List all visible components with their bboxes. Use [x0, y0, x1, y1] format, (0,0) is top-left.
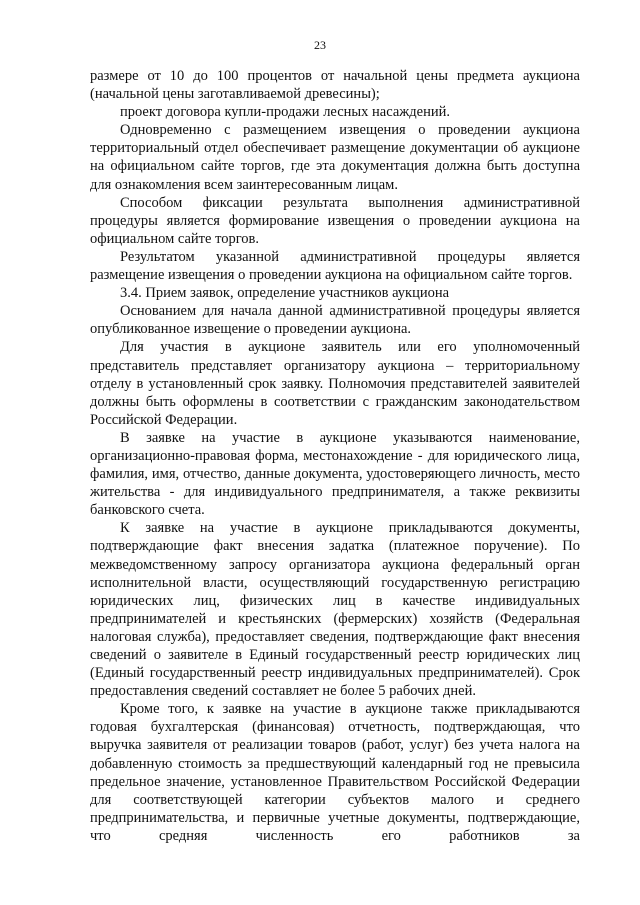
paragraph: Кроме того, к заявке на участие в аукционе также прикладываются годовая бухгалтерская (финансовая) отчетность, подтверждающая, что выручка заявителя от реализации товаров (работ, услуг) без учета налога на добавленную стоимость за предшествующий календарный год не превысила предельное значение, установленное Правительством Российской Федерации для соответствующей категории субъектов малого и среднего предпринимательства, и первичные учетные документы, подтверждающие, что средняя численность его работников за — [90, 701, 580, 844]
paragraph: В заявке на участие в аукционе указываются наименование, организационно-правовая форма, местонахождение - для юридического лица, фамилия, имя, отчество, данные документа, удостоверяющего личность, место жительства - для индивидуального предпринимателя, а также реквизиты банковского счета. — [90, 429, 580, 519]
paragraph: Одновременно с размещением извещения о проведении аукциона территориальный отдел обеспечивает размещение документации об аукционе на официальном сайте торгов, где эта документация должна быть доступна для ознакомления всем заинтересованным лицам. — [90, 122, 580, 193]
paragraph: проект договора купли-продажи лесных насаждений. — [120, 104, 451, 121]
paragraph: Для участия в аукционе заявитель или его уполномоченный представитель представляет организатору аукциона – территориальному отделу в установленный срок заявку. Полномочия представителей заявителей должны быть оформлены в соответствии с гражданским законодательством Российской Федерации. — [90, 339, 580, 428]
paragraph: Основанием для начала данной административной процедуры является опубликованное извещение о проведении аукциона. — [90, 303, 580, 338]
paragraph: размере от 10 до 100 процентов от начальной цены предмета аукциона (начальной цены заготавливаемой древесины); — [90, 68, 580, 103]
paragraph: Способом фиксации результата выполнения административной процедуры является формирование извещения о проведении аукциона на официальном сайте торгов. — [90, 194, 580, 247]
paragraph: Результатом указанной административной процедуры является размещение извещения о проведении аукциона на официальном сайте торгов. — [90, 248, 580, 284]
section-heading: 3.4. Прием заявок, определение участников аукциона — [120, 285, 450, 302]
document-body — [90, 67, 580, 845]
paragraph: К заявке на участие в аукционе прикладываются документы, подтверждающие факт внесения задатка (платежное поручение). По межведомственному запросу организатора аукциона федеральный орган исполнительной власти, осуществляющий государственную регистрацию юридических лиц, физических лиц в качестве индивидуальных предпринимателей и крестьянских (фермерских) хозяйств (Федеральная налоговая служба), предоставляет сведения, подтверждающие факт внесения сведений о заявителе в Единый государственный реестр юридических лиц (Единый государственный реестр индивидуальных предпринимателей). Срок предоставления сведений составляет не более 5 рабочих дней. — [90, 520, 580, 700]
page-number: 23 — [314, 38, 326, 52]
